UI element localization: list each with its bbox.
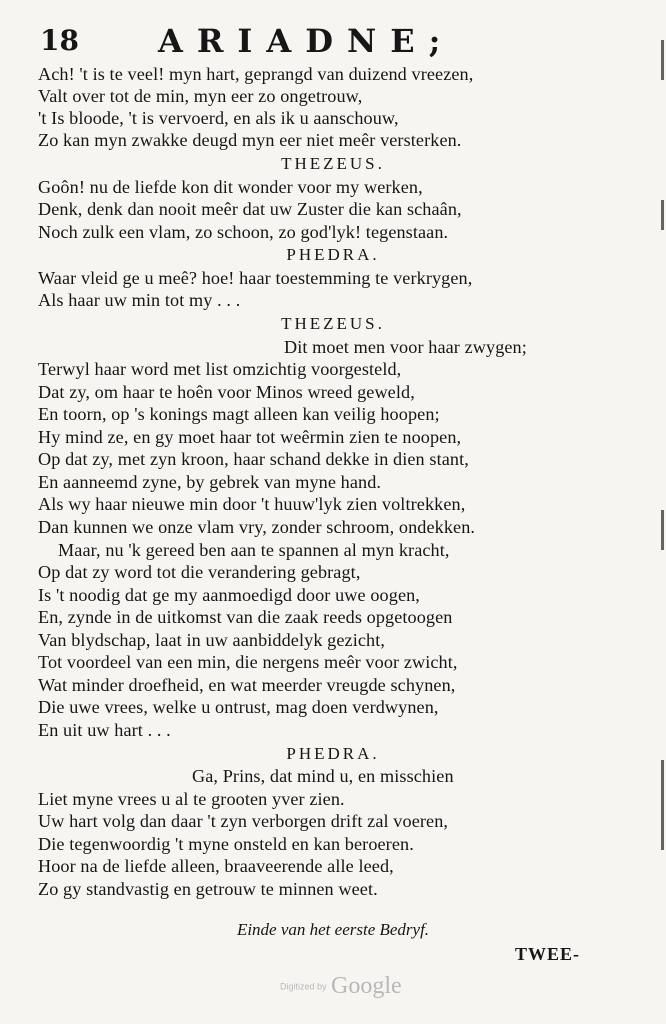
google-logo: Google [330,973,402,999]
page-edge-mark [661,760,664,850]
verse-line: Dan kunnen we onze vlam vry, zonder schroom, ondekken. [38,517,476,537]
page-edge-mark [661,510,664,550]
page-header [40,18,606,66]
verse-line: Is 't noodig dat ge my aanmoedigd door uwe oogen, [38,585,420,605]
verse-line: Maar, nu 'k gereed ben aan te spannen al myn kracht, [58,540,450,560]
verse-line: Goôn! nu de liefde kon dit wonder voor my werken, [38,177,423,197]
watermark-prefix: Digitized by [280,981,327,992]
verse-line: Waar vleid ge u meê? hoe! haar toestemming te verkrygen, [38,268,473,288]
verse-line: Liet myne vrees u al te grooten yver zien. [38,789,345,809]
verse-line: Als wy haar nieuwe min door 't huuw'lyk zien voltrekken, [38,494,466,514]
verse-line: Dat zy, om haar te hoên voor Minos wreed geweld, [38,382,415,402]
verse-line: En aanneemd zyne, by gebrek van myne hand. [38,472,382,492]
verse-line: Hoor na de liefde alleen, braaveerende alle leed, [38,856,394,876]
speaker-heading: PHEDRA. [286,245,380,264]
verse-line: Op dat zy, met zyn kroon, haar schand dekke in dien stant, [38,449,469,469]
verse-line: Zo kan myn zwakke deugd myn eer niet meêr versterken. [38,130,462,150]
verse-line: En, zynde in de uitkomst van die zaak reeds opgetoogen [38,607,453,627]
verse-line: Ga, Prins, dat mind u, en misschien [192,766,454,786]
verse-line: En uit uw hart . . . [38,720,171,740]
verse-line: Terwyl haar word met list omzichtig voorgesteld, [38,359,402,379]
verse-line: Noch zulk een vlam, zo schoon, zo god'lyk! tegenstaan. [38,222,449,242]
google-watermark [280,973,402,1000]
act-end-note: Einde van het eerste Bedryf. [236,920,430,939]
verse-line: Zo gy standvastig en getrouw te minnen weet. [38,879,378,899]
catchword: TWEE- [515,944,581,964]
verse-line: Denk, denk dan nooit meêr dat uw Zuster die kan schaân, [38,199,462,219]
verse-line: Als haar uw min tot my . . . [38,290,241,310]
verse-line: Die tegenwoordig 't myne onsteld en kan beroeren. [38,834,414,854]
verse-line: Wat minder droefheid, en wat meerder vreugde schynen, [38,675,456,695]
running-title: ARIADNE; [158,22,455,60]
speaker-heading: THEZEUS. [281,154,385,173]
verse-line: Hy mind ze, en gy moet haar tot weêrmin zien te noopen, [38,427,462,447]
page-edge-mark [661,40,664,80]
verse-line: Die uwe vrees, welke u ontrust, mag doen verdwynen, [38,697,439,717]
verse-line: Van blydschap, laat in uw aanbiddelyk gezicht, [38,630,386,650]
verse-line: Valt over tot de min, myn eer zo ongetrouw, [38,86,363,106]
verse-line: Ach! 't is te veel! myn hart, geprangd van duizend vreezen, [38,64,474,84]
page-number: 18 [40,24,79,57]
verse-line: Tot voordeel van een min, die nergens meêr voor zwicht, [38,652,458,672]
page-edge-mark [661,200,664,230]
verse-line: Op dat zy word tot die verandering gebragt, [38,562,361,582]
verse-line: 't Is bloode, 't is vervoerd, en als ik u aanschouw, [38,108,399,128]
verse-line: Dit moet men voor haar zwygen; [284,337,527,357]
verse-line: Uw hart volg dan daar 't zyn verborgen drift zal voeren, [38,811,449,831]
verse-line: En toorn, op 's konings magt alleen kan veilig hoopen; [38,404,440,424]
speaker-heading: THEZEUS. [281,314,385,333]
speaker-heading: PHEDRA. [286,744,380,763]
